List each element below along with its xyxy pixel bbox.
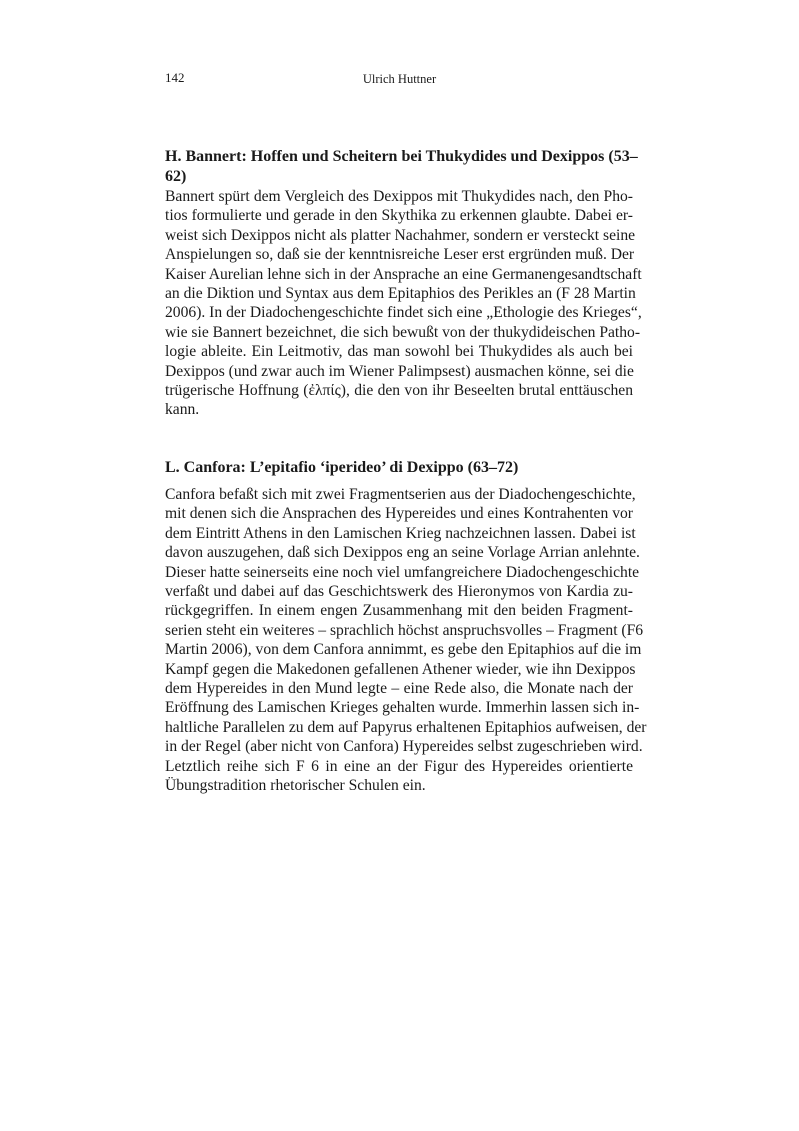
text-line: Dieser hatte seinerseits eine noch viel umfangreichere Diadochengeschichte bbox=[165, 563, 640, 581]
heading-line: L. Canfora: L’epitafio ‘iperideo’ di Dexippo (63–72) bbox=[165, 459, 519, 476]
section-paragraph-canfora bbox=[165, 485, 647, 796]
text-line: mit denen sich die Ansprachen des Hypereides und eines Kontrahenten vor bbox=[165, 505, 633, 523]
running-head: Ulrich Huttner bbox=[362, 72, 437, 86]
text-line: Bannert spürt dem Vergleich des Dexippos mit Thukydides nach, den Pho- bbox=[165, 188, 633, 205]
text-line: an die Diktion und Syntax aus dem Epitaphios des Perikles an (F 28 Martin bbox=[165, 285, 636, 303]
text-line: Letztlich reihe sich F 6 in eine an der Figur des Hypereides orientierte bbox=[165, 757, 633, 775]
text-line: wie sie Bannert bezeichnet, die sich bewußt von der thukydideischen Patho- bbox=[165, 323, 641, 341]
text-line: in der Regel (aber nicht von Canfora) Hypereides selbst zugeschrieben wird. bbox=[165, 738, 643, 756]
text-line: Canfora befaßt sich mit zwei Fragmentserien aus der Diadochengeschichte, bbox=[165, 486, 636, 503]
text-line: Kampf gegen die Makedonen gefallenen Athener wieder, wie ihn Dexippos bbox=[165, 660, 636, 678]
text-line: dem Eintritt Athens in den Lamischen Krieg nachzeichnen lassen. Dabei ist bbox=[165, 524, 636, 542]
text-line: kann. bbox=[165, 401, 200, 419]
text-line: Anspielungen so, daß sie der kenntnisreiche Leser erst ergründen muß. Der bbox=[165, 246, 635, 264]
page-number: 142 bbox=[165, 70, 185, 85]
text-line: Eröffnung des Lamischen Krieges gehalten wurde. Immerhin lassen sich in- bbox=[165, 699, 640, 717]
text-line: Übungstradition rhetorischer Schulen ein. bbox=[165, 777, 426, 795]
text-line: Dexippos (und zwar auch im Wiener Palimpsest) ausmachen könne, sei die bbox=[165, 362, 634, 380]
text-line: serien steht ein weiteres – sprachlich höchst anspruchsvolles – Fragment (F6 bbox=[165, 621, 644, 639]
text-line: weist sich Dexippos nicht als platter Nachahmer, sondern er versteckt seine bbox=[165, 226, 636, 244]
text-line: davon auszugehen, daß sich Dexippos eng an seine Vorlage Arrian anlehnte. bbox=[165, 544, 640, 562]
text-line: haltliche Parallelen zu dem auf Papyrus erhaltenen Epitaphios aufweisen, der bbox=[165, 718, 647, 736]
text-line: Kaiser Aurelian lehne sich in der Ansprache an eine Germanengesandtschaft bbox=[165, 265, 642, 283]
text-line: verfaßt und dabei auf das Geschichtswerk des Hieronymos von Kardia zu- bbox=[165, 583, 633, 601]
text-line: dem Hypereides in den Mund legte – eine Rede also, die Monate nach der bbox=[165, 680, 633, 698]
text-line: logie ableite. Ein Leitmotiv, das man sowohl bei Thukydides als auch bei bbox=[165, 343, 633, 361]
section-heading-bannert bbox=[165, 147, 638, 186]
heading-line: H. Bannert: Hoffen und Scheitern bei Thukydides und Dexippos (53– bbox=[165, 148, 638, 165]
section-heading-canfora bbox=[165, 458, 633, 478]
section-paragraph-bannert bbox=[165, 187, 642, 420]
text-line: Martin 2006), von dem Canfora annimmt, es gebe den Epitaphios auf die im bbox=[165, 641, 642, 659]
text-line: 2006). In der Diadochengeschichte findet sich eine „Ethologie des Krieges“, bbox=[165, 304, 642, 322]
text-line: tios formulierte und gerade in den Skythika zu erkennen glaubte. Dabei er- bbox=[165, 207, 633, 225]
text-line: trügerische Hoffnung (ἐλπίς), die den von ihr Beseelten brutal enttäuschen bbox=[165, 382, 633, 400]
text-line: rückgegriffen. In einem engen Zusammenhang mit den beiden Fragment- bbox=[165, 602, 633, 620]
heading-line: 62) bbox=[165, 167, 187, 185]
